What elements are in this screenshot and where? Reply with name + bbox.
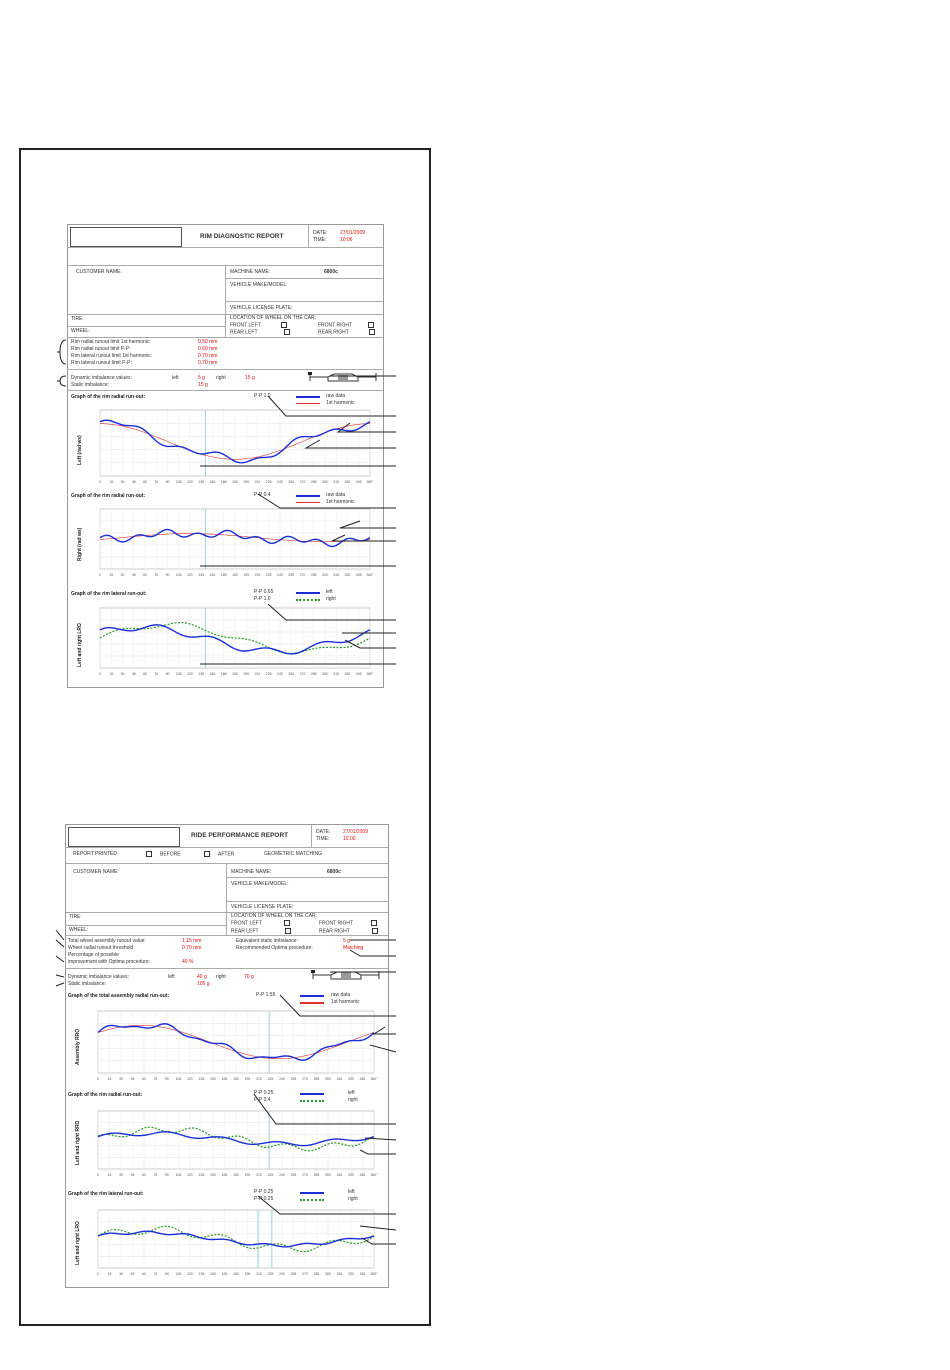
ride-graph2-pp-left: P-P 0.25 bbox=[254, 1090, 274, 1096]
graph2-title: Graph of the rim radial run-out: bbox=[71, 493, 146, 499]
geometric-matching-label: GEOMETRIC MATCHING bbox=[264, 851, 322, 857]
x-tick-label: 225 bbox=[265, 672, 272, 676]
x-tick-label: 60 bbox=[142, 1173, 146, 1177]
time-value: 10:00 bbox=[343, 836, 356, 842]
graph2-ylabel: Right (rad ws) bbox=[77, 527, 83, 561]
total-runout-label: Total wheel assembly runout value: bbox=[68, 938, 146, 944]
x-tick-label: 195 bbox=[243, 480, 250, 484]
ride-graph3-plot bbox=[86, 1206, 378, 1276]
x-tick-label: 0 bbox=[99, 573, 101, 577]
ride-graph3-ylabel: Left and right LRO bbox=[75, 1221, 81, 1265]
graph1-legend-raw: raw data bbox=[326, 393, 346, 399]
x-tick-label: 360° bbox=[366, 573, 374, 577]
x-tick-label: 255 bbox=[290, 1272, 297, 1276]
ride-graph3-pp-right: P-P 0.25 bbox=[254, 1196, 274, 1202]
x-tick-label: 285 bbox=[310, 480, 317, 484]
x-tick-label: 180 bbox=[232, 480, 238, 484]
x-tick-label: 120 bbox=[187, 1173, 193, 1177]
machine-name-value: 6800c bbox=[327, 869, 341, 875]
vehicle-plate-label: VEHICLE LICENSE PLATE: bbox=[231, 904, 294, 910]
date-value: 27/01/2009 bbox=[343, 829, 369, 835]
date-value: 27/01/2009 bbox=[340, 230, 366, 236]
x-tick-label: 135 bbox=[198, 672, 205, 676]
x-tick-label: 180 bbox=[232, 672, 238, 676]
x-tick-label: 60 bbox=[142, 1272, 146, 1276]
graph3-legend-right: right bbox=[326, 596, 336, 602]
x-tick-label: 240 bbox=[279, 1077, 285, 1081]
x-tick-label: 210 bbox=[254, 573, 261, 577]
x-tick-label: 240 bbox=[279, 1173, 285, 1177]
x-tick-label: 300 bbox=[325, 1173, 331, 1177]
x-tick-label: 270 bbox=[299, 480, 306, 484]
dynamic-imbalance-label: Dynamic imbalance values: bbox=[71, 375, 132, 381]
x-tick-label: 225 bbox=[265, 573, 272, 577]
x-tick-label: 285 bbox=[313, 1077, 320, 1081]
x-tick-label: 210 bbox=[256, 1173, 262, 1177]
x-tick-label: 300 bbox=[325, 1272, 331, 1276]
static-imbalance-value: 105 g bbox=[197, 981, 210, 987]
tire-label: TIRE: bbox=[71, 316, 84, 322]
x-tick-label: 195 bbox=[243, 672, 250, 676]
x-tick-label: 330 bbox=[348, 1173, 354, 1177]
vehicle-plate-label: VEHICLE LICENSE PLATE: bbox=[230, 305, 293, 311]
x-tick-label: 135 bbox=[198, 1077, 205, 1081]
vehicle-make-label: VEHICLE MAKE/MODEL: bbox=[230, 282, 288, 288]
percentage-label-2: improvement with Optima procedure: bbox=[68, 959, 150, 965]
graph3-pp-right: P-P 1.0 bbox=[254, 596, 271, 602]
ride-graph1-pp: P-P 1.55 bbox=[256, 992, 276, 998]
x-tick-label: 60 bbox=[143, 672, 147, 676]
front-left-option[interactable]: FRONT LEFT bbox=[230, 322, 287, 328]
x-tick-label: 255 bbox=[290, 1173, 297, 1177]
x-tick-label: 285 bbox=[313, 1272, 320, 1276]
limit-value-3: 0.70 mm bbox=[198, 353, 218, 359]
x-tick-label: 285 bbox=[313, 1173, 320, 1177]
front-right-option[interactable]: FRONT RIGHT bbox=[318, 322, 374, 328]
x-tick-label: 105 bbox=[175, 1272, 182, 1276]
dynamic-imbalance-label: Dynamic imbalance values: bbox=[68, 974, 129, 980]
ride-graph2-plot bbox=[86, 1107, 378, 1177]
x-tick-label: 345 bbox=[355, 573, 362, 577]
x-tick-label: 75 bbox=[153, 1173, 158, 1177]
x-tick-label: 30 bbox=[120, 480, 125, 484]
percentage-value: 40 % bbox=[182, 959, 194, 965]
x-tick-label: 165 bbox=[220, 573, 227, 577]
x-tick-label: 270 bbox=[299, 672, 306, 676]
x-tick-label: 210 bbox=[254, 480, 261, 484]
rim-diagnostic-report bbox=[67, 224, 384, 688]
x-tick-label: 75 bbox=[154, 480, 159, 484]
x-tick-label: 120 bbox=[187, 1077, 193, 1081]
ride-graph1-ylabel: Assembly RRO bbox=[75, 1028, 81, 1065]
x-tick-label: 330 bbox=[348, 1077, 354, 1081]
x-tick-label: 105 bbox=[175, 1173, 182, 1177]
tire-label: TIRE: bbox=[69, 914, 82, 920]
front-left-option[interactable]: FRONT LEFT bbox=[231, 920, 290, 926]
logo-box bbox=[70, 227, 182, 247]
x-tick-label: 345 bbox=[359, 1077, 366, 1081]
date-label: DATE: bbox=[313, 230, 328, 236]
time-label: TIME: bbox=[316, 836, 330, 842]
static-imbalance-label: Static imbalance: bbox=[68, 981, 107, 987]
x-tick-label: 15 bbox=[107, 1077, 112, 1081]
x-tick-label: 150 bbox=[209, 480, 216, 484]
x-tick-label: 345 bbox=[355, 480, 362, 484]
x-tick-label: 135 bbox=[198, 1173, 205, 1177]
x-tick-label: 240 bbox=[277, 672, 283, 676]
x-tick-label: 315 bbox=[333, 672, 340, 676]
x-tick-label: 90 bbox=[165, 573, 170, 577]
static-imbalance-label: Static imbalance: bbox=[71, 382, 110, 388]
x-tick-label: 240 bbox=[277, 573, 283, 577]
x-tick-label: 120 bbox=[187, 480, 193, 484]
dynamic-left-value: 40 g bbox=[197, 974, 207, 980]
x-tick-label: 150 bbox=[209, 573, 216, 577]
x-tick-label: 165 bbox=[221, 1173, 228, 1177]
x-tick-label: 255 bbox=[290, 1077, 297, 1081]
x-tick-label: 300 bbox=[322, 672, 328, 676]
machine-name-value: 6800c bbox=[324, 269, 338, 275]
x-tick-label: 45 bbox=[131, 573, 136, 577]
wheel-rim-icon bbox=[311, 967, 381, 983]
graph3-plot bbox=[88, 604, 374, 676]
percentage-label-1: Percentage of possible bbox=[68, 952, 119, 958]
x-tick-label: 15 bbox=[109, 672, 114, 676]
ride-graph3-legend-right: right bbox=[348, 1196, 358, 1202]
graph2-plot bbox=[88, 505, 374, 577]
x-tick-label: 210 bbox=[256, 1272, 262, 1276]
dynamic-right-value: 70 g bbox=[244, 974, 254, 980]
x-tick-label: 45 bbox=[130, 1077, 135, 1081]
recommended-procedure-value: Matching bbox=[343, 945, 364, 951]
x-tick-label: 60 bbox=[143, 573, 147, 577]
x-tick-label: 150 bbox=[210, 1077, 216, 1081]
recommended-procedure-label: Recommended Optima procedure: bbox=[236, 945, 313, 951]
vehicle-make-label: VEHICLE MAKE/MODEL: bbox=[231, 881, 289, 887]
ride-graph1-legend-harmonic: 1st harmonic bbox=[331, 999, 360, 1005]
x-tick-label: 195 bbox=[244, 1173, 251, 1177]
report-printed-label: REPORT PRINTED bbox=[73, 851, 117, 857]
x-tick-label: 165 bbox=[220, 480, 227, 484]
x-tick-label: 165 bbox=[220, 672, 227, 676]
x-tick-label: 60 bbox=[142, 1077, 146, 1081]
dynamic-left-value: 5 g bbox=[198, 375, 205, 381]
x-tick-label: 105 bbox=[175, 672, 182, 676]
before-option[interactable]: BEFORE bbox=[146, 851, 181, 857]
x-tick-label: 315 bbox=[336, 1173, 343, 1177]
location-label: LOCATION OF WHEEL ON THE CAR: bbox=[231, 913, 318, 919]
graph3-legend-left: left bbox=[326, 589, 333, 595]
x-tick-label: 360° bbox=[366, 480, 374, 484]
ride-graph2-ylabel: Left and right RRO bbox=[75, 1120, 81, 1165]
location-label: LOCATION OF WHEEL ON THE CAR: bbox=[230, 315, 317, 321]
dynamic-right-label: right bbox=[216, 974, 226, 980]
limit-value-1: 0.50 mm bbox=[198, 339, 218, 345]
x-tick-label: 75 bbox=[153, 1272, 158, 1276]
after-option[interactable]: AFTER bbox=[204, 851, 234, 857]
x-tick-label: 180 bbox=[233, 1077, 239, 1081]
x-tick-label: 75 bbox=[153, 1077, 158, 1081]
x-tick-label: 360° bbox=[370, 1272, 378, 1276]
x-tick-label: 225 bbox=[267, 1272, 274, 1276]
logo-box bbox=[68, 827, 180, 847]
x-tick-label: 15 bbox=[107, 1173, 112, 1177]
x-tick-label: 315 bbox=[333, 573, 340, 577]
x-tick-label: 15 bbox=[109, 573, 114, 577]
dynamic-left-label: left bbox=[168, 974, 175, 980]
graph2-legend-raw: raw data bbox=[326, 492, 346, 498]
x-tick-label: 135 bbox=[198, 480, 205, 484]
x-tick-label: 315 bbox=[333, 480, 340, 484]
x-tick-label: 90 bbox=[165, 480, 170, 484]
limit-value-2: 0.60 mm bbox=[198, 346, 218, 352]
x-tick-label: 345 bbox=[359, 1272, 366, 1276]
x-tick-label: 270 bbox=[302, 1272, 308, 1276]
x-tick-label: 0 bbox=[99, 672, 101, 676]
x-tick-label: 360° bbox=[370, 1173, 378, 1177]
x-tick-label: 0 bbox=[97, 1272, 99, 1276]
x-tick-label: 255 bbox=[288, 573, 295, 577]
ride-graph1-plot bbox=[86, 1007, 378, 1081]
graph1-ylabel: Left (rad ws) bbox=[77, 435, 83, 465]
x-tick-label: 270 bbox=[302, 1173, 308, 1177]
equivalent-imbalance-value: 5 g bbox=[343, 938, 350, 944]
x-tick-label: 300 bbox=[322, 573, 328, 577]
ride-graph2-pp-right: P-P 0.4 bbox=[254, 1097, 271, 1103]
x-tick-label: 330 bbox=[348, 1272, 354, 1276]
x-tick-label: 345 bbox=[359, 1173, 366, 1177]
customer-name-label: CUSTOMER NAME: bbox=[73, 869, 119, 875]
ride-graph3-pp-left: P-P 0.25 bbox=[254, 1189, 274, 1195]
x-tick-label: 300 bbox=[325, 1077, 331, 1081]
x-tick-label: 45 bbox=[130, 1272, 135, 1276]
dynamic-right-value: 15 g bbox=[245, 375, 255, 381]
x-tick-label: 195 bbox=[244, 1272, 251, 1276]
x-tick-label: 135 bbox=[198, 573, 205, 577]
machine-name-label: MACHINE NAME: bbox=[231, 869, 272, 875]
rear-right-option[interactable]: REAR RIGHT bbox=[319, 928, 378, 934]
x-tick-label: 105 bbox=[175, 480, 182, 484]
x-tick-label: 330 bbox=[344, 480, 351, 484]
x-tick-label: 30 bbox=[119, 1272, 123, 1276]
equivalent-imbalance-label: Equivalent static imbalance: bbox=[236, 938, 298, 944]
x-tick-label: 195 bbox=[243, 573, 250, 577]
x-tick-label: 120 bbox=[187, 1272, 193, 1276]
x-tick-label: 315 bbox=[336, 1272, 343, 1276]
graph1-legend-harmonic: 1st harmonic bbox=[326, 400, 355, 406]
x-tick-label: 90 bbox=[165, 672, 170, 676]
x-tick-label: 195 bbox=[244, 1077, 251, 1081]
x-tick-label: 225 bbox=[267, 1173, 274, 1177]
x-tick-label: 285 bbox=[310, 573, 317, 577]
x-tick-label: 270 bbox=[302, 1077, 308, 1081]
x-tick-label: 180 bbox=[233, 1272, 239, 1276]
date-label: DATE: bbox=[316, 829, 331, 835]
x-tick-label: 270 bbox=[299, 573, 306, 577]
x-tick-label: 0 bbox=[97, 1173, 99, 1177]
time-value: 10:06 bbox=[340, 237, 353, 243]
ride-graph1-legend-raw: raw data bbox=[331, 992, 351, 998]
x-tick-label: 180 bbox=[232, 573, 238, 577]
x-tick-label: 45 bbox=[130, 1173, 135, 1177]
graph2-legend-harmonic: 1st harmonic bbox=[326, 499, 355, 505]
front-right-option[interactable]: FRONT RIGHT bbox=[319, 920, 377, 926]
x-tick-label: 90 bbox=[165, 1173, 169, 1177]
x-tick-label: 225 bbox=[265, 480, 272, 484]
static-imbalance-value: 15 g bbox=[198, 382, 208, 388]
x-tick-label: 345 bbox=[355, 672, 362, 676]
x-tick-label: 255 bbox=[288, 672, 295, 676]
x-tick-label: 105 bbox=[175, 1077, 182, 1081]
x-tick-label: 120 bbox=[187, 573, 193, 577]
report-title: RIM DIAGNOSTIC REPORT bbox=[200, 233, 284, 240]
x-tick-label: 135 bbox=[198, 1272, 205, 1276]
x-tick-label: 315 bbox=[336, 1077, 343, 1081]
graph1-plot bbox=[88, 406, 374, 484]
threshold-value: 0.70 mm bbox=[182, 945, 202, 951]
x-tick-label: 150 bbox=[210, 1173, 216, 1177]
graph1-title: Graph of the rim radial run-out: bbox=[71, 394, 146, 400]
x-tick-label: 210 bbox=[254, 672, 261, 676]
wheel-rim-icon bbox=[308, 369, 378, 385]
graph2-pp: P-P 0.4 bbox=[254, 492, 271, 498]
customer-name-label: CUSTOMER NAME: bbox=[76, 269, 122, 275]
threshold-label: Wheel radial runout threshold: bbox=[68, 945, 135, 951]
x-tick-label: 45 bbox=[131, 480, 136, 484]
x-tick-label: 30 bbox=[119, 1173, 123, 1177]
limit-label-3: Rim lateral runout limit 1st harmonic: bbox=[71, 353, 153, 359]
ride-performance-report bbox=[65, 824, 389, 1288]
graph3-ylabel: Left and right LRO bbox=[77, 623, 83, 667]
x-tick-label: 360° bbox=[370, 1077, 378, 1081]
ride-graph2-legend-right: right bbox=[348, 1097, 358, 1103]
ride-graph3-title: Graph of the rim lateral run-out: bbox=[68, 1191, 144, 1197]
rear-right-option[interactable]: REAR RIGHT bbox=[318, 329, 375, 335]
total-runout-value: 1.15 mm bbox=[182, 938, 202, 944]
graph3-pp-left: P-P 0.65 bbox=[254, 589, 274, 595]
x-tick-label: 105 bbox=[175, 573, 182, 577]
wheel-label: WHEEL: bbox=[69, 927, 89, 933]
ride-graph1-title: Graph of the total assembly radial run-out: bbox=[68, 993, 170, 999]
x-tick-label: 75 bbox=[154, 573, 159, 577]
rear-left-option[interactable]: REAR LEFT bbox=[231, 928, 291, 934]
ride-graph2-legend-left: left bbox=[348, 1090, 355, 1096]
x-tick-label: 15 bbox=[109, 480, 114, 484]
x-tick-label: 210 bbox=[256, 1077, 262, 1081]
x-tick-label: 60 bbox=[143, 480, 147, 484]
graph1-pp: P-P 1.0 bbox=[254, 393, 271, 399]
x-tick-label: 75 bbox=[154, 672, 159, 676]
ride-graph2-title: Graph of the rim radial run-out: bbox=[68, 1092, 143, 1098]
dynamic-left-label: left bbox=[172, 375, 179, 381]
x-tick-label: 300 bbox=[322, 480, 328, 484]
graph3-title: Graph of the rim lateral run-out: bbox=[71, 591, 147, 597]
limit-label-1: Rim radial runout limit 1st harmonic: bbox=[71, 339, 151, 345]
x-tick-label: 0 bbox=[97, 1077, 99, 1081]
x-tick-label: 0 bbox=[99, 480, 101, 484]
x-tick-label: 150 bbox=[209, 672, 216, 676]
x-tick-label: 165 bbox=[221, 1077, 228, 1081]
rear-left-option[interactable]: REAR LEFT bbox=[230, 329, 290, 335]
limit-label-4: Rim lateral runout limit P-P: bbox=[71, 360, 132, 366]
x-tick-label: 15 bbox=[107, 1272, 112, 1276]
limit-label-2: Rim radial runout limit P-P: bbox=[71, 346, 131, 352]
x-tick-label: 30 bbox=[119, 1077, 123, 1081]
x-tick-label: 360° bbox=[366, 672, 374, 676]
x-tick-label: 225 bbox=[267, 1077, 274, 1081]
ride-graph3-legend-left: left bbox=[348, 1189, 355, 1195]
x-tick-label: 285 bbox=[310, 672, 317, 676]
x-tick-label: 330 bbox=[344, 672, 351, 676]
x-tick-label: 240 bbox=[277, 480, 283, 484]
x-tick-label: 90 bbox=[165, 1272, 169, 1276]
x-tick-label: 30 bbox=[120, 672, 125, 676]
x-tick-label: 255 bbox=[288, 480, 295, 484]
x-tick-label: 240 bbox=[279, 1272, 285, 1276]
x-tick-label: 180 bbox=[233, 1173, 239, 1177]
wheel-label: WHEEL: bbox=[71, 328, 91, 334]
dynamic-right-label: right bbox=[216, 375, 226, 381]
report-title: RIDE PERFORMANCE REPORT bbox=[191, 832, 289, 839]
x-tick-label: 30 bbox=[120, 573, 125, 577]
limit-value-4: 0.70 mm bbox=[198, 360, 218, 366]
x-tick-label: 45 bbox=[131, 672, 136, 676]
x-tick-label: 165 bbox=[221, 1272, 228, 1276]
machine-name-label: MACHINE NAME: bbox=[230, 269, 271, 275]
x-tick-label: 330 bbox=[344, 573, 351, 577]
x-tick-label: 150 bbox=[210, 1272, 216, 1276]
x-tick-label: 90 bbox=[165, 1077, 169, 1081]
x-tick-label: 120 bbox=[187, 672, 193, 676]
time-label: TIME: bbox=[313, 237, 327, 243]
